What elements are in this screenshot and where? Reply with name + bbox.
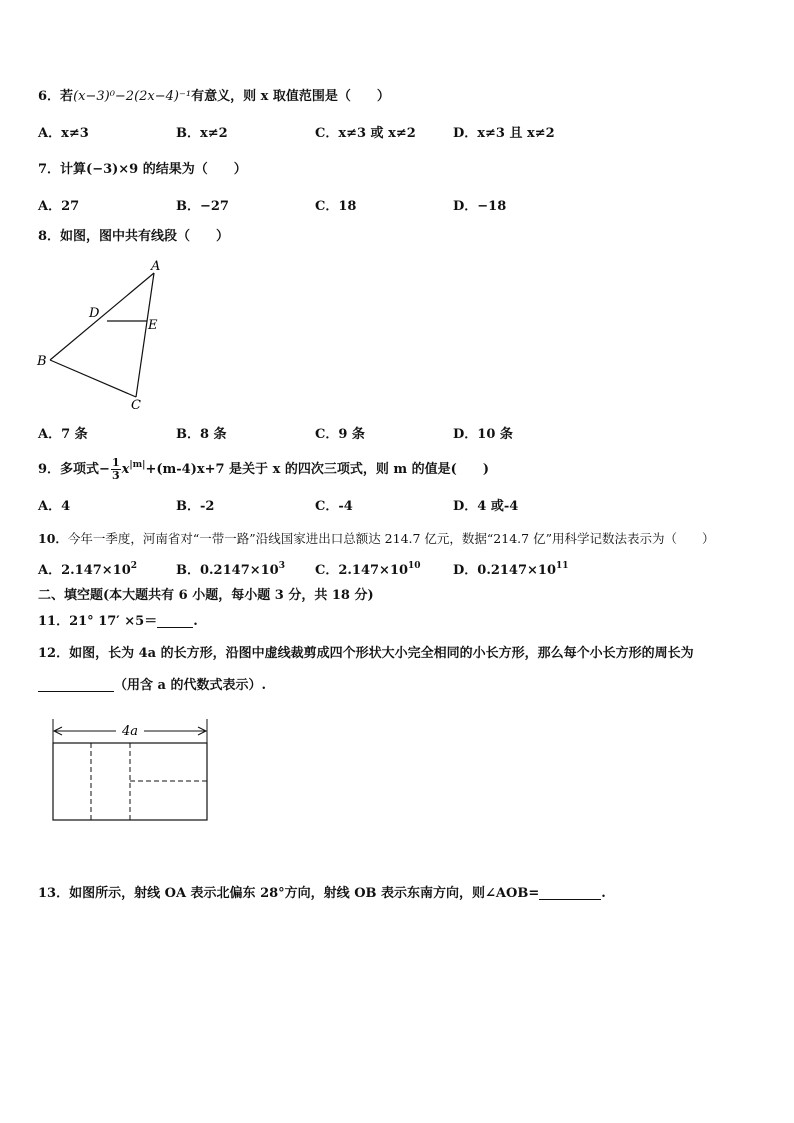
q9-option-c[interactable]: C．-4: [315, 499, 353, 514]
answer-blank[interactable]: [539, 885, 601, 900]
question-10-stem: 10．今年一季度，河南省对“一带一路”沿线国家进出口总额达 214.7 亿元，数据“214.7 亿”用科学记数法表示为（ ）: [38, 531, 715, 546]
segment-ac: [136, 273, 154, 397]
q10-option-d[interactable]: D．$0.2147\times 10^{11}$: [453, 561, 569, 578]
fraction: $\frac{1}{3}$: [111, 456, 120, 482]
question-number: 11．: [38, 614, 70, 629]
answer-blank[interactable]: [38, 677, 114, 692]
q7-option-c[interactable]: C．18: [315, 199, 357, 214]
q8-option-b[interactable]: B．8 条: [176, 427, 227, 442]
q7-option-a[interactable]: A．27: [38, 199, 80, 214]
label-d: D: [89, 306, 100, 321]
q6-option-b[interactable]: B．x≠2: [176, 126, 228, 141]
q6-option-a[interactable]: A．x≠3: [38, 126, 89, 141]
question-number: 12．: [38, 646, 70, 661]
q10-option-a[interactable]: A．$2.147\times 10^2$: [38, 561, 138, 578]
q8-option-d[interactable]: D．10 条: [453, 427, 513, 442]
question-11-stem: 11．21° 17′ ×5＝ .: [38, 614, 198, 629]
q7-option-d[interactable]: D．−18: [453, 199, 507, 214]
q6-option-c[interactable]: C．x≠3 或 x≠2: [315, 126, 416, 141]
question-number: 8．: [38, 229, 61, 244]
question-8-stem: 8．如图，图中共有线段（ ）: [38, 229, 230, 244]
question-6-stem: 6．若(x−3)⁰−2(2x−4)⁻¹有意义，则 x 取值范围是（ ）: [38, 89, 390, 104]
q9-option-b[interactable]: B．-2: [176, 499, 215, 514]
question-number: 6．: [38, 89, 61, 104]
question-12-line2: （用含 a 的代数式表示）.: [38, 677, 266, 695]
label-a: A: [151, 259, 161, 274]
section-heading: 二、填空题(本大题共有 6 小题，每小题 3 分，共 18 分): [38, 588, 374, 603]
q9-option-a[interactable]: A．4: [38, 499, 71, 514]
question-13-stem: 13．如图所示，射线 OA 表示北偏东 28°方向，射线 OB 表示东南方向，则∠AOB= .: [38, 886, 606, 901]
q8-option-a[interactable]: A．7 条: [38, 427, 88, 442]
question-9-stem: 9．多项式− $\frac{1}{3}$ $x^{|m|}+(m-4)x+7$ 是关于 x 的四次三项式，则 m 的值是( ): [38, 456, 489, 482]
q7-option-b[interactable]: B．−27: [176, 199, 229, 214]
question-number: 7．: [38, 162, 61, 177]
label-b: B: [37, 354, 47, 369]
q6-option-d[interactable]: D．x≠3 且 x≠2: [453, 126, 555, 141]
q9-option-d[interactable]: D．4 或-4: [453, 499, 519, 514]
math-expression: (x−3)⁰−2(2x−4)⁻¹: [73, 89, 192, 104]
label-c: C: [131, 398, 141, 413]
dimension-label: 4a: [122, 724, 139, 739]
question-12-stem: 12．如图，长为 4a 的长方形，沿图中虚线裁剪成四个形状大小完全相同的小长方形，那么每个小长方形的周长为: [38, 646, 694, 661]
rectangle-figure: [44, 715, 224, 827]
label-e: E: [148, 318, 158, 333]
question-number: 10．: [38, 531, 68, 546]
q10-option-c[interactable]: C．$2.147\times 10^{10}$: [315, 561, 421, 578]
triangle-figure: [30, 255, 180, 415]
segment-bc: [50, 360, 136, 397]
q8-option-c[interactable]: C．9 条: [315, 427, 365, 442]
segment-ab: [50, 273, 154, 360]
q10-option-b[interactable]: B．$0.2147\times 10^3$: [176, 561, 285, 578]
answer-blank[interactable]: [157, 613, 193, 628]
question-number: 9．: [38, 462, 61, 477]
question-7-stem: 7．计算(−3)×9 的结果为（ ）: [38, 162, 247, 177]
question-number: 13．: [38, 886, 70, 901]
